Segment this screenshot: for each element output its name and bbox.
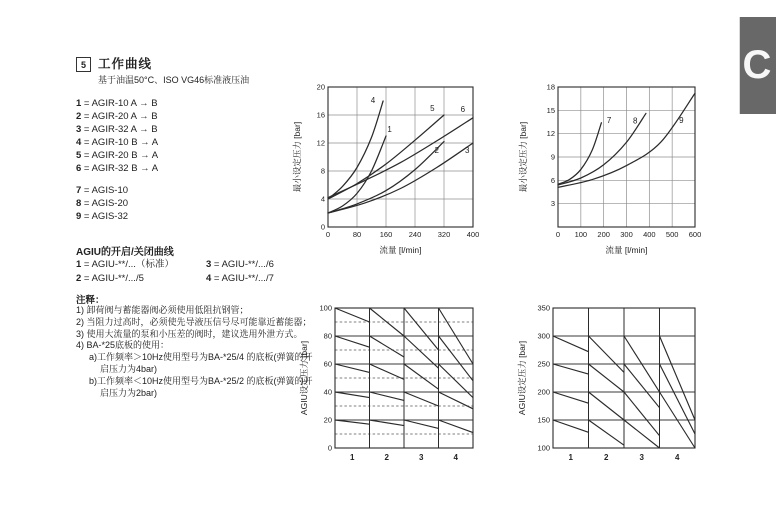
- series-label: 9: [679, 115, 684, 125]
- note-item: 1) 卸荷阀与蓄能器阀必须使用低阻抗钢管；: [76, 305, 249, 315]
- notes-title: 注释：: [76, 295, 105, 306]
- series-label: 5: [430, 103, 435, 113]
- pressure-segment: [553, 336, 589, 352]
- x-tick-label: 3: [419, 453, 424, 462]
- plot-area: [335, 308, 473, 448]
- y-axis-label: 最小设定压力 [bar]: [518, 121, 528, 193]
- x-tick-label: 160: [379, 230, 393, 239]
- legend-item: 8 = AGIS-20: [76, 198, 129, 209]
- y-tick-label: 100: [537, 443, 550, 453]
- pressure-segment: [589, 420, 625, 445]
- pressure-segment: [370, 420, 405, 426]
- section-number-box: 5: [76, 57, 91, 72]
- series-label: 1: [387, 124, 392, 134]
- pressure-segment: [624, 420, 660, 448]
- chart-agis-min-setting-pressure: [516, 73, 707, 273]
- pressure-segment: [660, 336, 696, 420]
- series-label: 2: [434, 145, 439, 155]
- y-tick-label: 100: [319, 303, 332, 313]
- y-tick-label: 80: [323, 331, 332, 341]
- notes-list: [76, 305, 316, 399]
- page-title: 工作曲线: [98, 57, 153, 71]
- y-tick-label: 60: [323, 359, 332, 369]
- pressure-segment: [439, 364, 474, 398]
- x-tick-label: 4: [453, 453, 458, 462]
- section-letter: C: [742, 43, 772, 87]
- x-tick-label: 200: [597, 230, 610, 239]
- pressure-segment: [404, 336, 439, 368]
- y-tick-label: 150: [537, 415, 550, 425]
- note-sub-item: a)工作频率＞10Hz使用型号为BA-*25/4 的底板(弹簧的开启压力为4bar): [89, 352, 313, 374]
- y-tick-label: 40: [323, 387, 332, 397]
- pressure-segment: [335, 364, 370, 372]
- x-tick-label: 4: [675, 453, 680, 462]
- pressure-segment: [335, 336, 370, 347]
- series-label: 8: [632, 116, 638, 126]
- x-tick-label: 2: [384, 453, 389, 462]
- pressure-segment: [335, 420, 370, 424]
- y-axis-label: 最小设定压力 [bar]: [292, 121, 302, 193]
- pressure-segment: [624, 392, 660, 436]
- legend-item: 3 = AGIR-32 A → B: [76, 124, 158, 135]
- series-label: 3: [464, 145, 470, 155]
- legend-agir: [76, 97, 158, 175]
- pressure-segment: [335, 392, 370, 398]
- x-tick-label: 1: [568, 453, 573, 462]
- x-tick-label: 0: [555, 230, 561, 239]
- y-tick-label: 20: [316, 82, 325, 92]
- pressure-segment: [553, 364, 589, 374]
- x-tick-label: 320: [437, 230, 451, 239]
- page-subtitle: 基于油温50°C、ISO VG46标准液压油: [98, 75, 250, 85]
- x-tick-label: 400: [466, 230, 480, 239]
- pressure-segment: [553, 392, 589, 403]
- pressure-segment: [660, 364, 696, 434]
- y-tick-label: 12: [316, 138, 325, 148]
- y-tick-label: 15: [546, 105, 555, 115]
- x-tick-label: 600: [688, 230, 702, 239]
- x-axis-label: 流量 [l/min]: [605, 245, 648, 255]
- legend-item: 4 = AGIR-10 B → A: [76, 137, 159, 148]
- x-tick-label: 1: [350, 453, 355, 462]
- x-tick-label: 3: [639, 453, 644, 462]
- series-label: 6: [460, 105, 466, 115]
- y-tick-label: 4: [320, 194, 325, 204]
- chart-agir-min-setting-pressure: [290, 73, 485, 273]
- y-tick-label: 18: [546, 82, 555, 92]
- y-tick-label: 6: [550, 175, 555, 185]
- x-tick-label: 100: [574, 230, 588, 239]
- note-item: 3) 使用大流量的泵和小压差的阀时，建议选用外泄方式。: [76, 328, 303, 339]
- x-tick-label: 300: [620, 230, 633, 239]
- y-tick-label: 0: [327, 443, 332, 453]
- y-tick-label: 3: [550, 199, 555, 209]
- legend-item: 4 = AGIU-**/.../7: [206, 272, 274, 284]
- note-sub-item: b)工作频率＜10Hz使用型号为BA-*25/2 的底板(弹簧的开启压力为2bar): [89, 375, 313, 398]
- plot-area: [558, 87, 695, 227]
- y-tick-label: 12: [546, 129, 555, 139]
- pressure-segment: [370, 392, 405, 400]
- x-tick-label: 400: [643, 230, 656, 239]
- y-axis-label: AGIU设定压力 [bar]: [299, 340, 309, 416]
- chart-agiu-pressure-high: [515, 294, 705, 480]
- x-tick-label: 0: [325, 230, 331, 239]
- pressure-segment: [404, 364, 439, 389]
- legend-item: 1 = AGIR-10 A → B: [76, 98, 158, 109]
- agiu-curves-title: AGIU的开启/关闭曲线: [76, 247, 174, 258]
- pressure-segment: [370, 364, 405, 379]
- pressure-segment: [404, 308, 439, 350]
- pressure-segment: [589, 336, 625, 372]
- y-tick-label: 350: [537, 303, 550, 313]
- series-label: 4: [370, 96, 376, 106]
- series-label: 7: [606, 115, 612, 125]
- x-tick-label: 2: [604, 453, 609, 462]
- pressure-segment: [553, 420, 589, 432]
- series-curve-7: [558, 123, 601, 184]
- legend-item: 2 = AGIR-20 A → B: [76, 111, 158, 122]
- y-tick-label: 300: [537, 331, 550, 341]
- y-tick-label: 0: [320, 222, 325, 232]
- x-tick-label: 80: [352, 230, 362, 239]
- chart-agiu-pressure-low: [297, 294, 483, 480]
- x-axis-label: 流量 [l/min]: [379, 245, 422, 255]
- x-tick-label: 240: [408, 230, 422, 239]
- legend-item: 5 = AGIR-20 B → A: [76, 150, 159, 161]
- pressure-segment: [404, 420, 439, 428]
- x-tick-label: 500: [665, 230, 679, 239]
- pressure-segment: [624, 364, 660, 408]
- legend-item: 6 = AGIR-32 B → A: [76, 163, 159, 174]
- pressure-segment: [370, 336, 405, 357]
- pressure-segment: [589, 364, 625, 392]
- plot-area: [328, 87, 473, 227]
- legend-item: 7 = AGIS-10: [76, 185, 129, 196]
- plot-area: [553, 308, 695, 448]
- pressure-segment: [404, 392, 439, 406]
- y-tick-label: 200: [537, 387, 550, 397]
- y-tick-label: 9: [550, 152, 555, 162]
- y-tick-label: 20: [323, 415, 332, 425]
- legend-agis: [76, 184, 128, 223]
- pressure-segment: [589, 392, 625, 420]
- pressure-segment: [335, 308, 370, 322]
- note-item: 2) 当阻力过高时，必须使先导液压信号尽可能靠近蓄能器；: [76, 316, 312, 327]
- legend-item: 3 = AGIU-**/.../6: [206, 259, 274, 270]
- legend-item: 1 = AGIU-**/...（标准）: [76, 259, 174, 270]
- y-tick-label: 250: [537, 359, 550, 369]
- pressure-segment: [439, 420, 474, 433]
- y-tick-label: 16: [316, 110, 325, 120]
- section-index-tab: [740, 17, 776, 114]
- legend-agiu: [76, 258, 318, 285]
- pressure-segment: [439, 336, 474, 381]
- note-item: 4) BA-*25底板的使用：: [76, 340, 170, 351]
- legend-item: 9 = AGIS-32: [76, 211, 129, 222]
- y-tick-label: 8: [320, 166, 325, 176]
- y-axis-label: AGIU设定压力 [bar]: [517, 340, 527, 416]
- legend-item: 2 = AGIU-**/.../5: [76, 272, 144, 284]
